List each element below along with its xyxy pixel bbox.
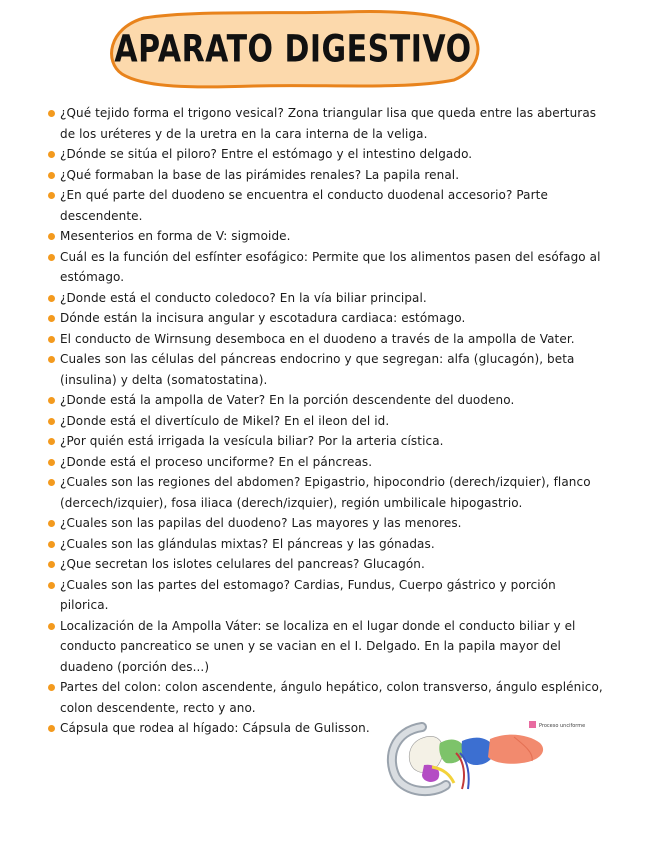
pancreas-illustration [384, 717, 596, 797]
list-item [48, 677, 608, 718]
bullet-icon [48, 192, 55, 199]
bullet-icon [48, 520, 55, 527]
list-item [48, 349, 608, 390]
bullet-icon [48, 151, 55, 158]
list-item-text: Localización de la Ampolla Váter: se localiza en el lugar donde el conducto biliar y el conducto pancreatico se unen y se vacian en el I. Delgado. En la papila mayor del duadeno (porción des...) [60, 618, 576, 674]
list-item-text: Mesenterios en forma de V: sigmoide. [60, 229, 291, 243]
list-item-text: El conducto de Wirnsung desemboca en el duodeno a través de la ampolla de Vater. [60, 331, 575, 346]
list-item [48, 452, 608, 473]
legend-swatch [529, 721, 536, 728]
list-item-text: ¿Que secretan los islotes celulares del pancreas? Glucagón. [60, 557, 425, 571]
bullet-icon [48, 479, 55, 486]
page-title: APARATO DIGESTIVO [114, 27, 472, 71]
list-item [48, 185, 608, 226]
list-item-text: ¿Donde está el proceso unciforme? En el páncreas. [60, 454, 373, 469]
qa-list [48, 103, 608, 739]
list-item-text: Cuál es la función del esfínter esofágico: Permite que los alimentos pasen del esófago al estómago. [60, 249, 601, 284]
bullet-icon [48, 110, 55, 117]
bullet-icon [48, 582, 55, 589]
bullet-icon [48, 418, 55, 425]
bullet-icon [48, 315, 55, 322]
list-item [48, 288, 608, 309]
list-item [48, 308, 608, 329]
list-item [48, 472, 608, 513]
bullet-icon [48, 233, 55, 240]
list-item-text: ¿Cuales son las partes del estomago? Cardias, Fundus, Cuerpo gástrico y porción pilorica. [60, 577, 556, 612]
list-item [48, 226, 608, 247]
list-item [48, 431, 608, 452]
list-item [48, 103, 608, 144]
list-item-text: Partes del colon: colon ascendente, ángulo hepático, colon transverso, ángulo esplénico, colon descendente, recto y ano. [60, 680, 603, 715]
bullet-icon [48, 725, 55, 732]
list-item-text: Cuales son las células del páncreas endocrino y que segregan: alfa (glucagón), beta (insulina) y delta (somatostatina). [60, 352, 575, 387]
legend-label: Proceso unciforme [539, 723, 586, 729]
bullet-icon [48, 459, 55, 466]
list-item [48, 534, 608, 555]
list-item [48, 411, 608, 432]
bullet-icon [48, 254, 55, 261]
list-item [48, 144, 608, 165]
list-item [48, 554, 608, 575]
title-banner [104, 8, 482, 90]
bullet-icon [48, 172, 55, 179]
list-item-text: ¿Donde está la ampolla de Vater? En la porción descendente del duodeno. [60, 393, 515, 407]
bullet-icon [48, 438, 55, 445]
list-item [48, 165, 608, 186]
bullet-icon [48, 561, 55, 568]
list-item-text: ¿En qué parte del duodeno se encuentra el conducto duodenal accesorio? Parte descendente. [60, 188, 548, 223]
bullet-icon [48, 541, 55, 548]
bullet-icon [48, 356, 55, 363]
list-item-text: ¿Donde está el conducto coledoco? En la vía biliar principal. [60, 290, 427, 305]
list-item-text: ¿Cuales son las papilas del duodeno? Las mayores y las menores. [60, 516, 462, 530]
list-item-text: ¿Donde está el divertículo de Mikel? En el ileon del id. [60, 413, 390, 428]
bullet-icon [48, 397, 55, 404]
list-item [48, 390, 608, 411]
list-item-text: Cápsula que rodea al hígado: Cápsula de Gulisson. [60, 721, 370, 735]
bullet-icon [48, 684, 55, 691]
bullet-icon [48, 336, 55, 343]
list-item [48, 329, 608, 350]
pancreas-drawing [384, 717, 596, 797]
list-item [48, 616, 608, 678]
list-item-text: ¿Qué formaban la base de las pirámides renales? La papila renal. [60, 167, 460, 182]
list-item-text: ¿Qué tejido forma el trigono vesical? Zona triangular lisa que queda entre las aberturas de los uréteres y de la uretra en la cara interna de la veliga. [60, 106, 597, 141]
list-item-text: ¿Dónde se sitúa el piloro? Entre el estómago y el intestino delgado. [60, 147, 473, 161]
bullet-icon [48, 623, 55, 630]
list-item [48, 247, 608, 288]
list-item-text: ¿Cuales son las glándulas mixtas? El páncreas y las gónadas. [60, 536, 435, 551]
list-item [48, 575, 608, 616]
list-item-text: ¿Por quién está irrigada la vesícula biliar? Por la arteria cística. [60, 434, 444, 448]
list-item-text: Dónde están la incisura angular y escotadura cardiaca: estómago. [60, 311, 466, 325]
list-item [48, 513, 608, 534]
bullet-icon [48, 295, 55, 302]
list-item-text: ¿Cuales son las regiones del abdomen? Epigastrio, hipocondrio (derech/izquier), flanco (dercech/izquier), fosa iliaca (derech/izquier), región umbilicale hipogastrio. [60, 475, 591, 510]
